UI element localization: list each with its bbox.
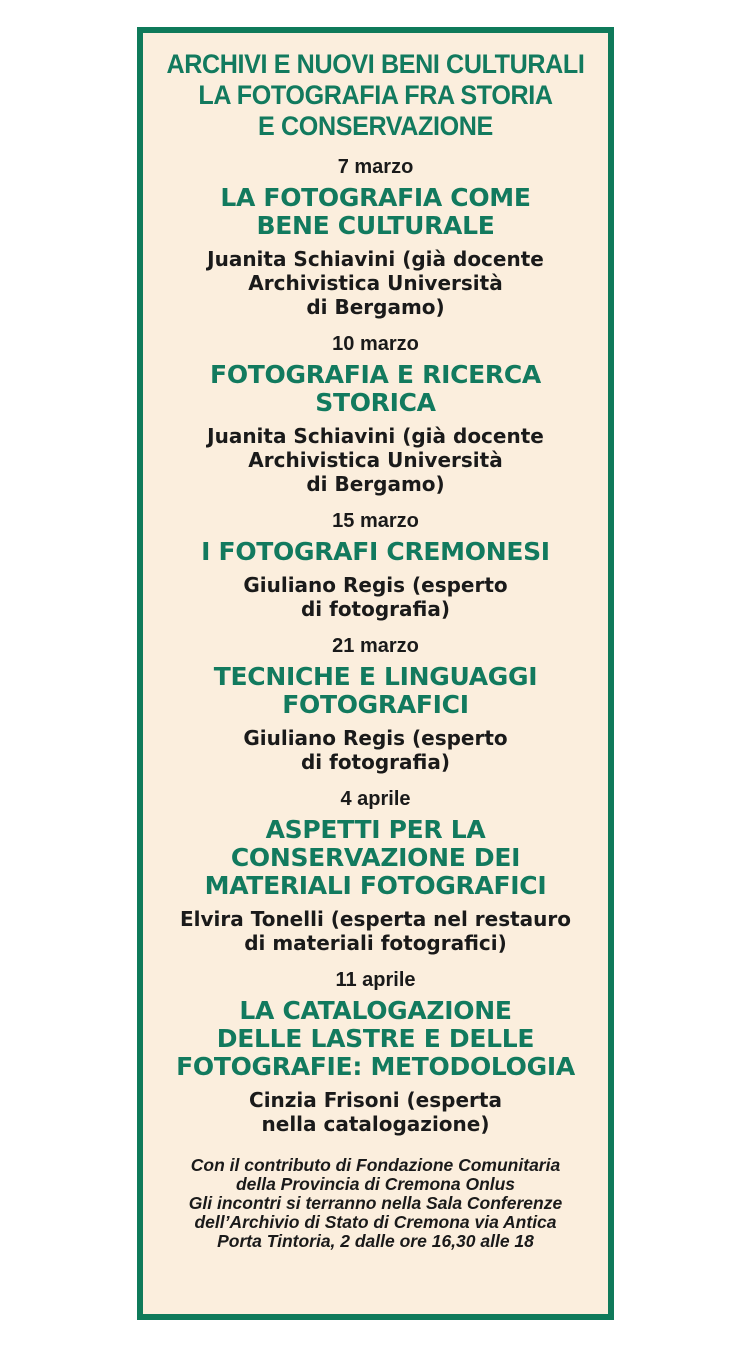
event-topic-line: TECNICHE E LINGUAGGI [213,662,538,691]
footer-note [143,1156,608,1251]
event-date: 4 aprile [340,788,411,810]
event-topic [143,538,608,566]
event-speaker-line: Giuliano Regis (esperto [243,726,508,750]
series-title-line: E CONSERVAZIONE [258,111,493,141]
event-topic-line: STORICA [315,388,436,417]
event-topic [143,663,608,719]
event-topic-line: DELLE LASTRE E DELLE [216,1024,535,1053]
event-date: 10 marzo [332,333,419,355]
event-item [143,156,608,319]
event-topic [143,361,608,417]
event-speaker [143,1088,608,1136]
footer-line: della Provincia di Cremona Onlus [235,1174,516,1194]
footer-line: Porta Tintoria, 2 dalle ore 16,30 alle 18 [217,1231,534,1251]
event-topic [143,184,608,240]
event-topic-line: FOTOGRAFIA E RICERCA [210,360,541,389]
event-flyer [137,27,614,1320]
event-topic-line: MATERIALI FOTOGRAFICI [204,871,547,900]
event-speaker [143,247,608,319]
event-speaker [143,907,608,955]
event-item [143,333,608,496]
event-topic-line: BENE CULTURALE [256,211,495,240]
event-speaker-line: di Bergamo) [306,472,445,496]
event-topic-line: I FOTOGRAFI CREMONESI [201,537,550,566]
event-speaker-line: Giuliano Regis (esperto [243,573,508,597]
series-title-line: ARCHIVI E NUOVI BENI CULTURALI [166,49,585,79]
event-speaker-line: di fotografia) [300,750,450,774]
event-speaker [143,573,608,621]
event-date: 11 aprile [335,969,416,991]
event-topic-line: ASPETTI PER LA [265,815,486,844]
event-speaker-line: Cinzia Frisoni (esperta [249,1088,502,1112]
event-topic [143,997,608,1081]
event-topic [143,816,608,900]
event-speaker-line: di Bergamo) [306,295,445,319]
event-speaker-line: Elvira Tonelli (esperta nel restauro [179,907,571,931]
event-topic-line: FOTOGRAFICI [282,690,469,719]
event-speaker-line: nella catalogazione) [261,1112,490,1136]
series-title [159,49,591,142]
event-speaker-line: Archivistica Università [248,271,503,295]
event-item [143,788,608,955]
event-topic-line: LA CATALOGAZIONE [239,996,512,1025]
event-speaker-line: di fotografia) [300,597,450,621]
event-date: 15 marzo [332,510,419,532]
event-speaker-line: Juanita Schiavini (già docente [207,424,544,448]
event-date: 21 marzo [332,635,419,657]
event-item [143,635,608,774]
series-title-line: LA FOTOGRAFIA FRA STORIA [198,80,553,110]
event-date: 7 marzo [337,156,414,178]
event-speaker-line: Archivistica Università [248,448,503,472]
event-speaker [143,726,608,774]
footer-line: dell’Archivio di Stato di Cremona via Antica [194,1212,557,1232]
footer-line: Con il contributo di Fondazione Comunitaria [190,1155,561,1175]
footer-line: Gli incontri si terranno nella Sala Conferenze [188,1193,563,1213]
event-speaker-line: di materiali fotografici) [244,931,507,955]
event-topic-line: LA FOTOGRAFIA COME [220,183,531,212]
event-speaker [143,424,608,496]
event-speaker-line: Juanita Schiavini (già docente [207,247,544,271]
event-item [143,510,608,621]
event-topic-line: FOTOGRAFIE: METODOLOGIA [176,1052,575,1081]
event-topic-line: CONSERVAZIONE DEI [230,843,521,872]
event-item [143,969,608,1136]
